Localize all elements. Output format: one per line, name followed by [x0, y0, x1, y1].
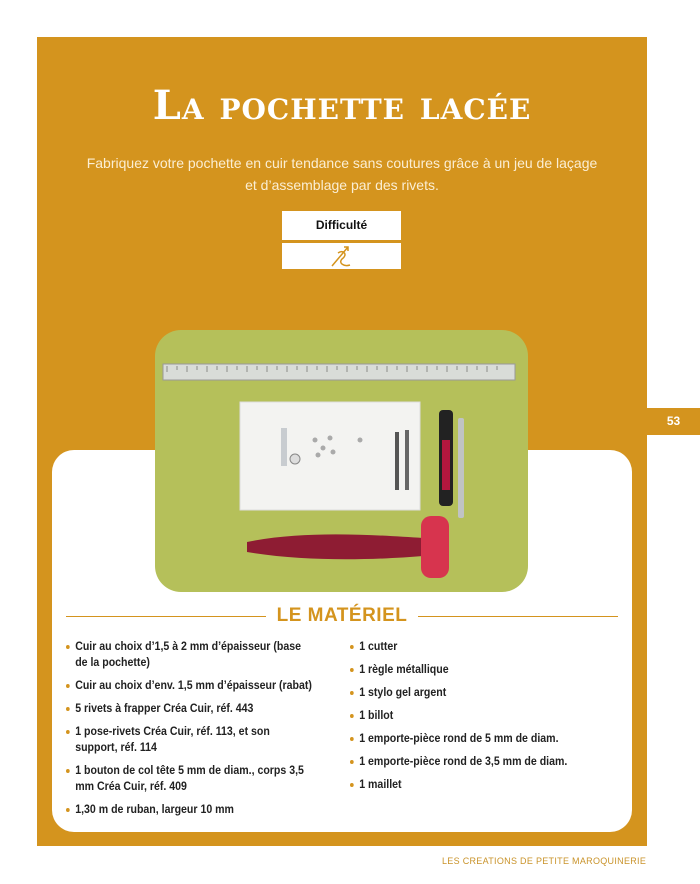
subtitle-line: Fabriquez votre pochette en cuir tendance sans coutures grâce à un jeu de laçage: [86, 155, 598, 171]
list-item: 1 stylo gel argent: [350, 685, 608, 701]
footer-running-title: LES CREATIONS DE PETITE MAROQUINERIE: [442, 856, 647, 866]
materials-photo: [155, 330, 528, 592]
list-item: 1 cutter: [350, 639, 608, 655]
list-item: 1 billot: [350, 708, 608, 724]
needle-thread-icon: [282, 243, 401, 269]
list-item: 1,30 m de ruban, largeur 10 mm: [66, 802, 314, 818]
page-number: 53: [647, 408, 700, 435]
list-item: 1 règle métallique: [350, 662, 608, 678]
difficulty-label: Difficulté: [282, 211, 401, 240]
subtitle: [37, 152, 647, 196]
materials-list-right: [350, 639, 630, 800]
list-item: 1 maillet: [350, 777, 608, 793]
list-item: Cuir au choix d’env. 1,5 mm d’épaisseur (rabat): [66, 678, 314, 694]
subtitle-line: et d’assemblage par des rivets.: [245, 177, 439, 193]
list-item: 1 pose-rivets Créa Cuir, réf. 113, et son support, réf. 114: [66, 724, 314, 756]
page-title: La pochette lacée: [152, 82, 532, 129]
list-item: 1 emporte-pièce rond de 5 mm de diam.: [350, 731, 608, 747]
list-item: 1 bouton de col tête 5 mm de diam., corps 3,5 mm Créa Cuir, réf. 409: [66, 763, 314, 795]
list-item: 1 emporte-pièce rond de 3,5 mm de diam.: [350, 754, 608, 770]
list-item: Cuir au choix d’1,5 à 2 mm d’épaisseur (base de la pochette): [66, 639, 314, 671]
materials-heading: [66, 603, 618, 629]
list-item: 5 rivets à frapper Créa Cuir, réf. 443: [66, 701, 314, 717]
materials-list-left: [66, 639, 336, 825]
section-title: LE MATÉRIEL: [276, 605, 408, 626]
